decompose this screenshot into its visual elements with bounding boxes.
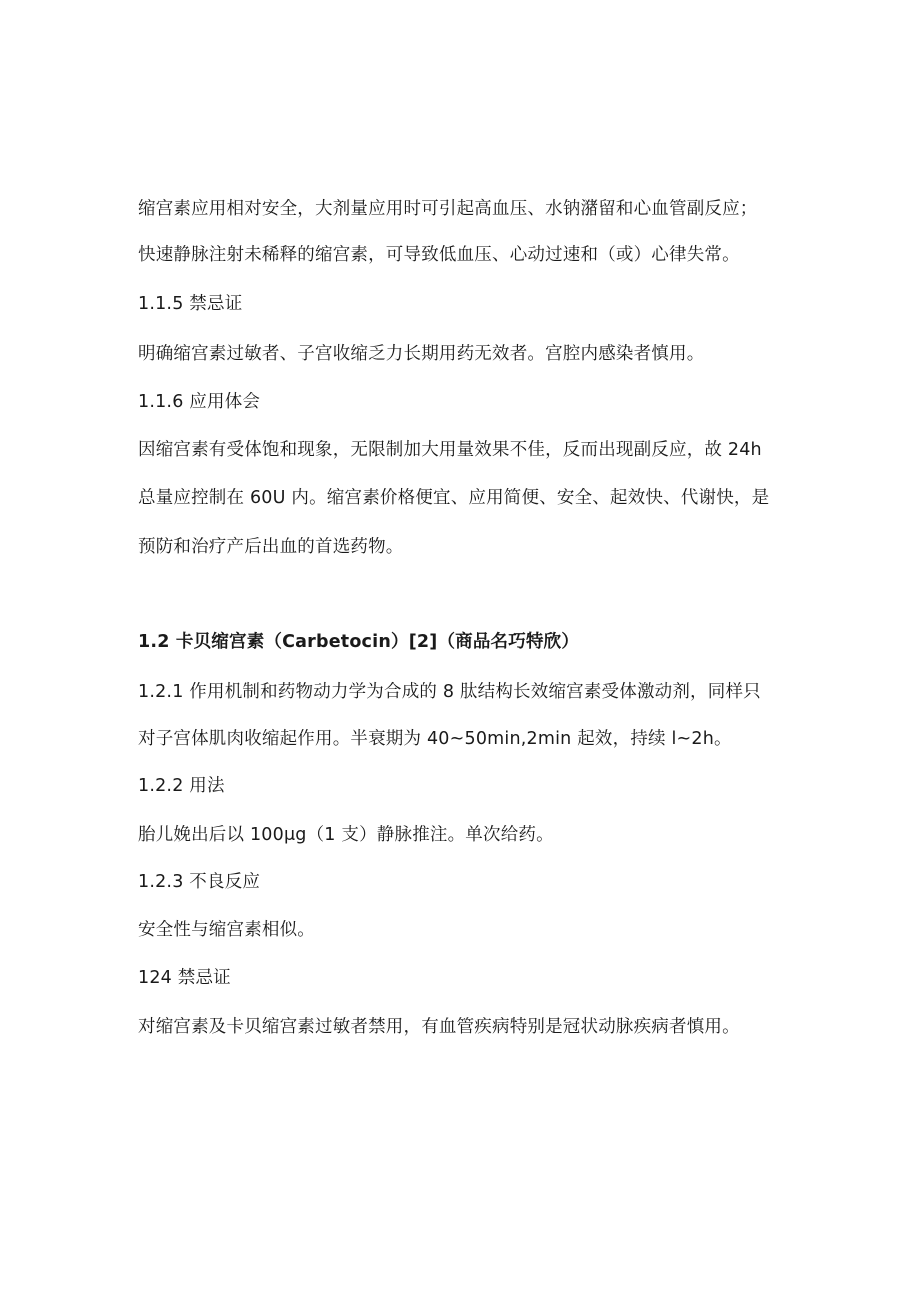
- section-heading-1-2: 1.2 卡贝缩宫素（Carbetocin）[2]（商品名巧特欣）: [138, 632, 580, 652]
- paragraph-line: 因缩宫素有受体饱和现象，无限制加大用量效果不佳，反而出现副反应，故 24h: [138, 440, 762, 460]
- paragraph-line: 胎儿娩出后以 100μg（1 支）静脉推注。单次给药。: [138, 825, 554, 845]
- section-heading-1-2-3: 1.2.3 不良反应: [138, 872, 261, 892]
- paragraph-line: 1.2.1 作用机制和药物动力学为合成的 8 肽结构长效缩宫素受体激动剂，同样只: [138, 682, 761, 702]
- paragraph-line: 对缩宫素及卡贝缩宫素过敏者禁用，有血管疾病特别是冠状动脉疾病者慎用。: [138, 1017, 740, 1037]
- paragraph-line: 缩宫素应用相对安全，大剂量应用时可引起高血压、水钠潴留和心血管副反应；: [138, 199, 758, 219]
- paragraph-line: 对子宫体肌肉收缩起作用。半衰期为 40~50min,2min 起效，持续 l~2h。: [138, 729, 732, 749]
- section-heading-124: 124 禁忌证: [138, 968, 231, 988]
- paragraph-line: 明确缩宫素过敏者、子宫收缩乏力长期用药无效者。宫腔内感染者慎用。: [138, 344, 705, 364]
- paragraph-line: 快速静脉注射未稀释的缩宫素，可导致低血压、心动过速和（或）心律失常。: [138, 245, 740, 265]
- section-heading-1-1-5: 1.1.5 禁忌证: [138, 294, 243, 314]
- section-heading-1-1-6: 1.1.6 应用体会: [138, 392, 261, 412]
- paragraph-line: 安全性与缩宫素相似。: [138, 920, 315, 940]
- paragraph-line: 预防和治疗产后出血的首选药物。: [138, 537, 404, 557]
- section-heading-1-2-2: 1.2.2 用法: [138, 776, 225, 796]
- paragraph-line: 总量应控制在 60U 内。缩宫素价格便宜、应用简便、安全、起效快、代谢快，是: [138, 488, 770, 508]
